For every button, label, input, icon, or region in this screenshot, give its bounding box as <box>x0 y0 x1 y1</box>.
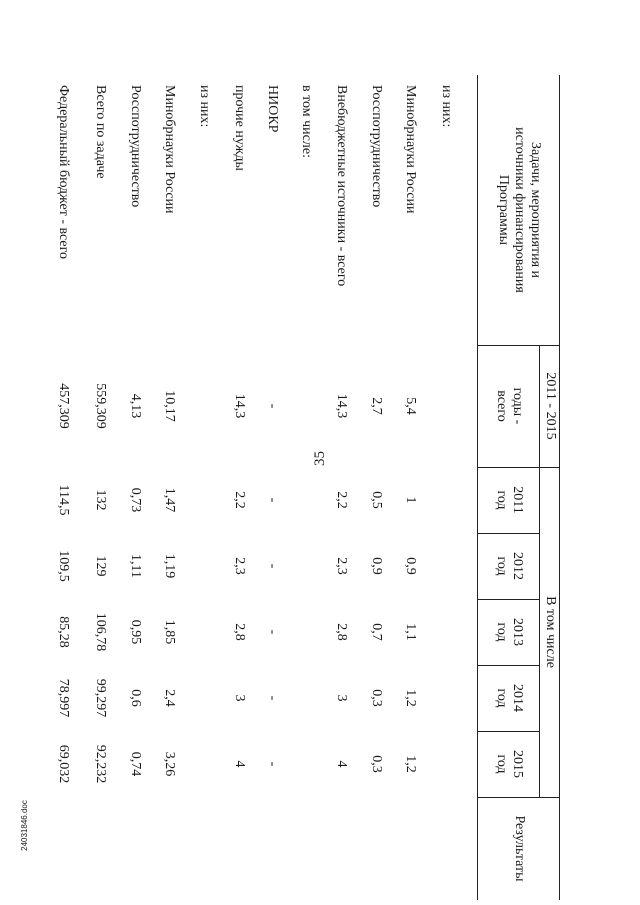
row-value-2013: 2,8 <box>232 623 247 641</box>
row-label: прочие нужды <box>232 85 247 171</box>
row-value-2013: 106,78 <box>93 612 108 652</box>
row-value-2015: 0,74 <box>128 751 143 777</box>
row-total: 10,17 <box>162 390 177 422</box>
year-header-2011: 2011 год <box>494 486 525 514</box>
row-total: 457,309 <box>56 383 71 429</box>
row-value-2013: - <box>265 629 280 635</box>
row-label: Всего по задаче <box>93 85 108 179</box>
row-label: НИОКР <box>265 85 280 133</box>
task-column-header: Задачи, мероприятия и источники финансирования Программы <box>496 127 543 293</box>
row-value-2012: - <box>265 563 280 569</box>
year-header-2015: 2015 год <box>494 750 525 778</box>
row-total: - <box>265 403 280 409</box>
year-header-2012: 2012 год <box>494 552 525 580</box>
row-value-2011: - <box>265 497 280 503</box>
row-value-2013: 0,7 <box>369 623 384 641</box>
row-label: Росспотрудничество <box>128 85 143 208</box>
row-value-2014: 78,997 <box>56 678 71 718</box>
row-value-2015: 1,2 <box>403 755 418 773</box>
row-value-2015: 69,032 <box>56 744 71 784</box>
row-value-2012: 0,9 <box>403 557 418 575</box>
page-number: 35 <box>311 450 328 466</box>
year-header-2014: 2014 год <box>494 684 525 712</box>
row-value-2012: 129 <box>93 555 108 577</box>
row-value-2011: 1,47 <box>162 487 177 513</box>
row-value-2012: 2,3 <box>334 557 349 575</box>
row-value-2012: 0,9 <box>369 557 384 575</box>
total-column-header-top: 2011 - 2015 <box>543 372 558 440</box>
row-value-2015: 4 <box>334 760 349 768</box>
row-value-2013: 85,28 <box>56 616 71 648</box>
row-value-2015: 92,232 <box>93 744 108 784</box>
row-value-2011: 132 <box>93 489 108 511</box>
financing-table <box>56 75 560 900</box>
row-total: 14,3 <box>232 393 247 419</box>
row-value-2015: 4 <box>232 760 247 768</box>
row-value-2014: 3 <box>334 694 349 702</box>
row-label: Минобрнауки России <box>162 85 177 214</box>
row-value-2013: 0,95 <box>128 619 143 645</box>
row-label: Росспотрудничество <box>369 85 384 208</box>
row-value-2012: 1,19 <box>162 553 177 579</box>
row-value-2014: 0,6 <box>128 689 143 707</box>
row-label: Федеральный бюджет - всего <box>56 85 71 260</box>
row-total: 559,309 <box>93 383 108 429</box>
row-total: 14,3 <box>334 393 349 419</box>
row-value-2014: 1,2 <box>403 689 418 707</box>
row-value-2012: 109,5 <box>56 550 71 582</box>
row-value-2014: 3 <box>232 694 247 702</box>
row-label: Внебюджетные источники - всего <box>334 85 349 287</box>
row-label: из них: <box>439 85 454 128</box>
row-value-2011: 2,2 <box>334 491 349 509</box>
results-column-header: Результаты <box>512 815 527 882</box>
row-value-2014: 0,3 <box>369 689 384 707</box>
row-label: в том числе: <box>299 85 314 158</box>
row-value-2012: 2,3 <box>232 557 247 575</box>
row-value-2011: 2,2 <box>232 491 247 509</box>
row-value-2011: 114,5 <box>56 484 71 516</box>
row-value-2011: 0,73 <box>128 487 143 513</box>
row-total: 4,13 <box>128 393 143 419</box>
total-column-header-bottom: годы - всего <box>494 387 525 425</box>
row-value-2015: - <box>265 761 280 767</box>
row-value-2012: 1,11 <box>128 554 143 578</box>
row-label: из них: <box>197 85 212 128</box>
row-value-2013: 1,85 <box>162 619 177 645</box>
year-header-2013: 2013 год <box>494 618 525 646</box>
row-value-2015: 0,3 <box>369 755 384 773</box>
incl-header: В том числе <box>543 596 558 668</box>
row-value-2014: 99,297 <box>93 678 108 718</box>
row-value-2013: 2,8 <box>334 623 349 641</box>
row-label: Минобрнауки России <box>403 85 418 214</box>
row-value-2014: - <box>265 695 280 701</box>
row-total: 2,7 <box>369 397 384 415</box>
row-value-2011: 0,5 <box>369 491 384 509</box>
row-value-2014: 2,4 <box>162 689 177 707</box>
row-value-2013: 1,1 <box>403 623 418 641</box>
row-value-2015: 3,26 <box>162 751 177 777</box>
row-total: 5,4 <box>403 397 418 415</box>
row-value-2011: 1 <box>403 496 418 504</box>
footer-filename: 24031846.doc <box>19 799 29 851</box>
